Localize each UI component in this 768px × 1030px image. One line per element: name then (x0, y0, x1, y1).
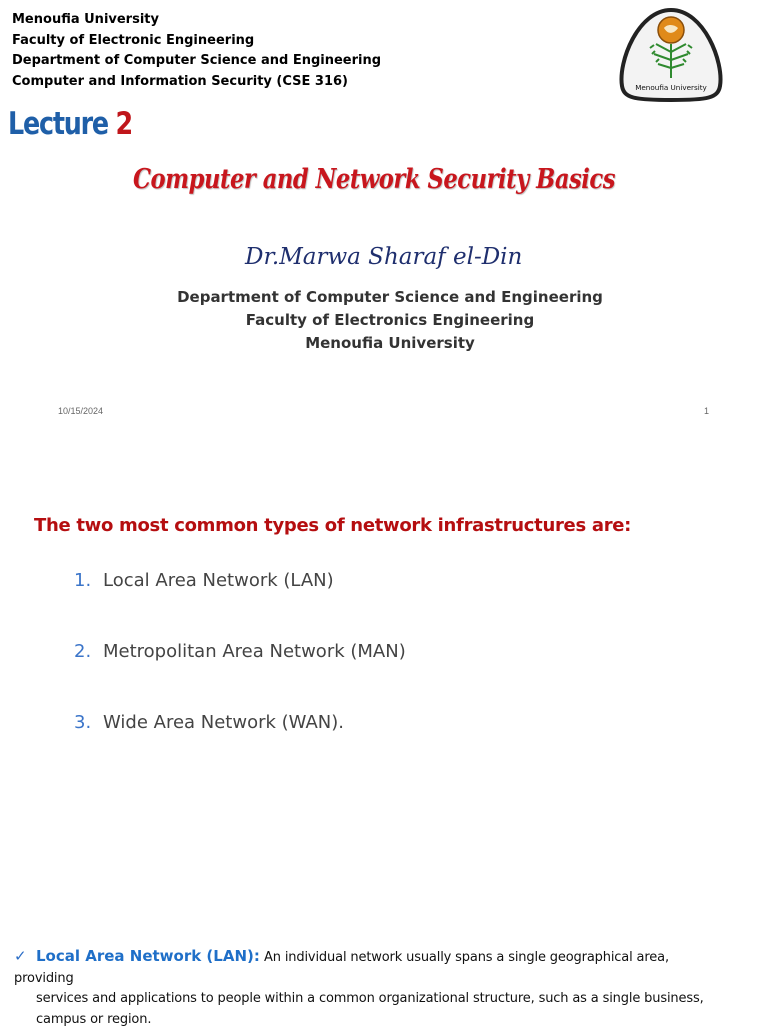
list-item (74, 570, 334, 591)
logo-text: Menoufia University (635, 83, 707, 92)
affiliation-faculty: Faculty of Electronics Engineering (150, 309, 630, 332)
lan-definition-line3: campus or region. (14, 1010, 726, 1030)
list-text: Local Area Network (LAN) (103, 570, 334, 591)
header-university: Menoufia University (12, 10, 381, 31)
checkmark-icon: ✓ (14, 946, 36, 967)
list-text: Wide Area Network (WAN). (103, 712, 344, 733)
lecture-label (8, 106, 132, 142)
lecture-number: 2 (116, 106, 132, 142)
list-text: Metropolitan Area Network (MAN) (103, 641, 406, 662)
list-item (74, 641, 406, 662)
university-logo (612, 4, 730, 104)
slide-date: 10/15/2024 (58, 406, 103, 416)
lan-term: Local Area Network (LAN): (36, 947, 260, 965)
list-item (74, 712, 344, 733)
course-header (12, 10, 381, 93)
slide-title: Computer and Network Security Basics (133, 164, 615, 195)
header-faculty: Faculty of Electronic Engineering (12, 31, 381, 52)
header-course: Computer and Information Security (CSE 316) (12, 72, 381, 93)
lecture-word: Lecture (8, 106, 108, 142)
list-number: 1. (74, 570, 103, 591)
affiliation-department: Department of Computer Science and Engineering (150, 286, 630, 309)
author-name: Dr.Marwa Sharaf el-Din (245, 244, 522, 270)
slide-page-number: 1 (704, 406, 709, 416)
infrastructure-intro: The two most common types of network infrastructures are: (34, 515, 631, 536)
lan-definition (14, 946, 726, 1030)
lan-definition-line2: services and applications to people within a common organizational structure, such as a single business, (14, 989, 726, 1010)
list-number: 2. (74, 641, 103, 662)
author-affiliation (150, 286, 630, 355)
list-number: 3. (74, 712, 103, 733)
lan-definition-line1: An individual network usually spans a single geographical area, providing (14, 950, 669, 986)
header-department: Department of Computer Science and Engineering (12, 51, 381, 72)
affiliation-university: Menoufia University (150, 332, 630, 355)
